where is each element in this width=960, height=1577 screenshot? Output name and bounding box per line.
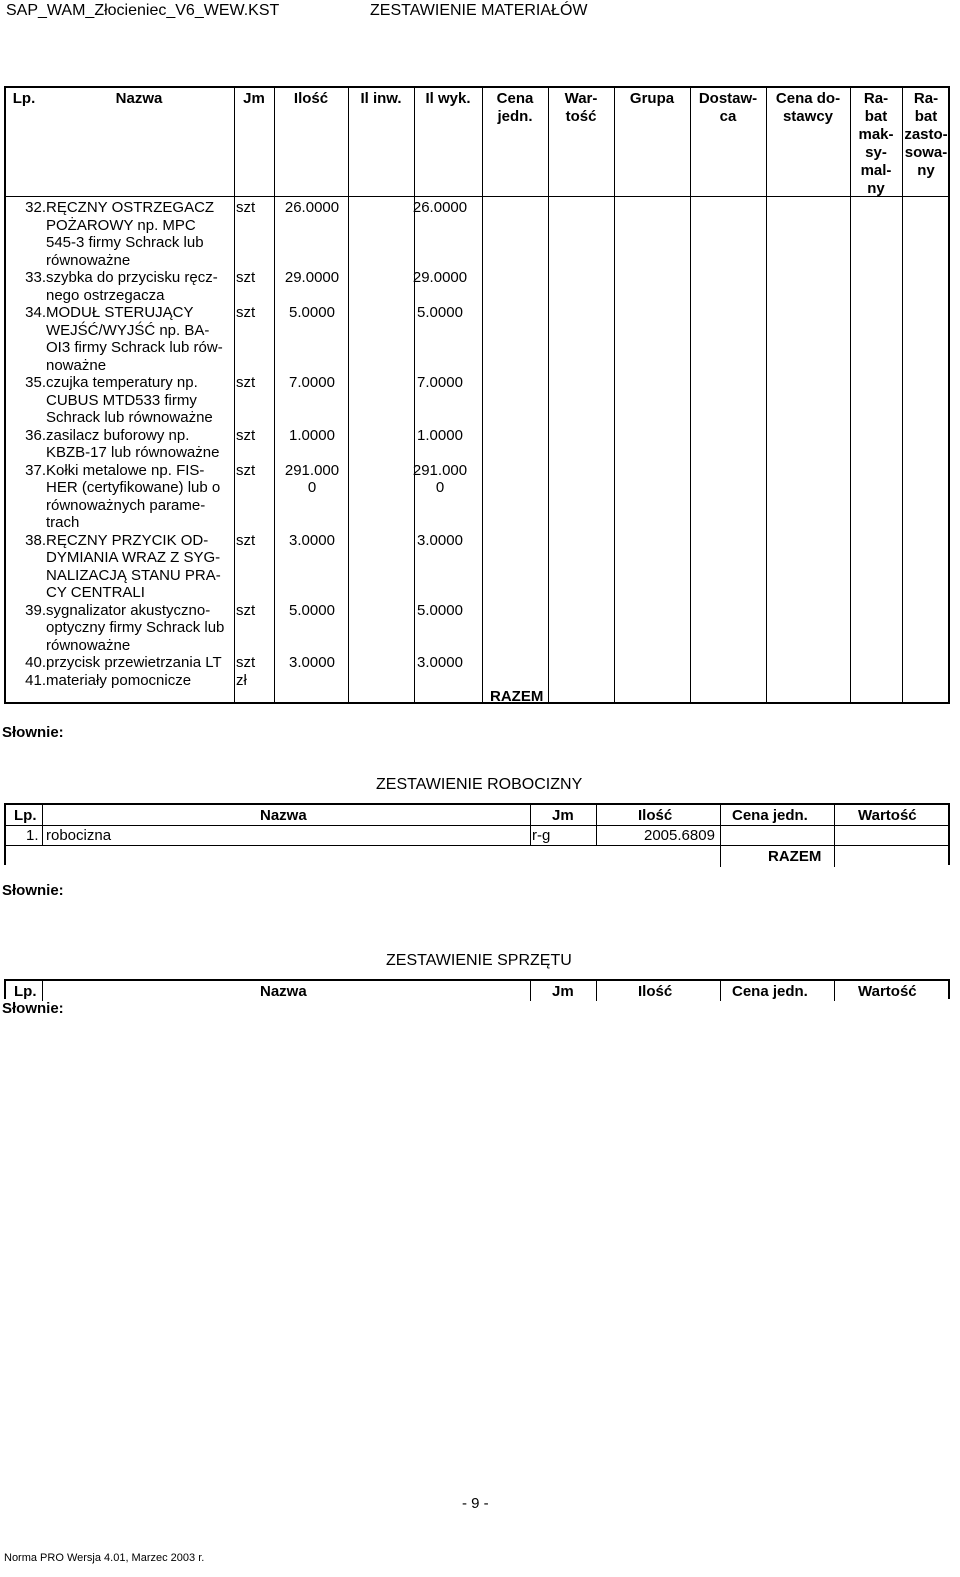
row-lp: 34.: [25, 304, 46, 321]
row-il-wyk: 291.000: [412, 461, 468, 479]
row-jm: szt: [236, 531, 256, 549]
labor-table: [4, 803, 950, 865]
row-name-line: RĘCZNY PRZYCIK OD-: [46, 531, 209, 549]
row-ilosc: 5.0000: [289, 601, 335, 619]
row-name-line: Schrack lub równoważne: [46, 409, 213, 426]
row-name-line: szybka do przycisku ręcz-: [46, 269, 218, 286]
col-dostawca: Dostaw- ca: [698, 90, 758, 125]
row-il-wyk: 26.0000: [412, 199, 468, 216]
slownie-equipment: Słownie:: [2, 1000, 64, 1017]
row-ilosc: 1.0000: [289, 426, 335, 444]
labor-col-wartosc: Wartość: [858, 807, 917, 824]
labor-razem: RAZEM: [768, 848, 822, 865]
row-name-line: Kołki metalowe np. FIS-: [46, 461, 205, 479]
row-name-line: równoważnych parame-: [46, 496, 206, 514]
row-name-line: sygnalizator akustyczno-: [46, 601, 211, 619]
row-ilosc: 26.0000: [284, 199, 340, 216]
software-version: Norma PRO Wersja 4.01, Marzec 2003 r.: [4, 1552, 205, 1564]
row-name-line: noważne: [46, 356, 107, 374]
labor-title: ZESTAWIENIE ROBOCIZNY: [376, 776, 583, 793]
slownie-materials: Słownie:: [2, 724, 64, 741]
row-ilosc: 0: [307, 479, 317, 496]
equipment-col-ilosc: Ilość: [638, 983, 673, 1000]
row-lp: 41.: [25, 671, 46, 689]
row-ilosc: 3.0000: [289, 654, 335, 671]
equipment-col-jm: Jm: [552, 983, 574, 1000]
row-name-line: CUBUS MTD533 firmy: [46, 391, 197, 409]
row-jm: zł: [236, 671, 247, 689]
row-jm: szt: [236, 654, 256, 671]
labor-col-cena: Cena jedn.: [732, 807, 808, 824]
row-ilosc: 291.000: [284, 461, 340, 479]
row-name-line: RĘCZNY OSTRZEGACZ: [46, 199, 215, 216]
page-number: - 9 -: [462, 1495, 489, 1512]
equipment-col-wartosc: Wartość: [858, 983, 917, 1000]
row-jm: szt: [236, 601, 256, 619]
equipment-table: [4, 979, 950, 999]
row-ilosc: 5.0000: [289, 304, 335, 321]
col-il-wyk: Il wyk.: [425, 90, 471, 107]
row-lp: 35.: [25, 374, 46, 391]
col-lp: Lp.: [12, 90, 36, 107]
row-name-line: WEJŚĆ/WYJŚĆ np. BA-: [46, 321, 210, 339]
col-grupa: Grupa: [629, 90, 675, 107]
row-name-line: równoważne: [46, 636, 131, 654]
row-il-wyk: 0: [435, 479, 445, 496]
row-name-line: 545-3 firmy Schrack lub: [46, 234, 204, 251]
row-lp: 33.: [25, 269, 46, 286]
row-name-line: DYMIANIA WRAZ Z SYG-: [46, 549, 221, 566]
row-jm: szt: [236, 461, 256, 479]
row-name-line: czujka temperatury np.: [46, 374, 198, 391]
col-jm: Jm: [243, 90, 265, 107]
row-name-line: materiały pomocnicze: [46, 671, 192, 689]
labor-col-ilosc: Ilość: [638, 807, 673, 824]
row-name-line: NALIZACJĄ STANU PRA-: [46, 566, 221, 584]
row-il-wyk: 29.0000: [412, 269, 468, 286]
materials-razem: RAZEM: [490, 688, 544, 705]
row-jm: szt: [236, 374, 256, 391]
row-name-line: KBZB-17 lub równoważne: [46, 444, 220, 461]
slownie-labor: Słownie:: [2, 882, 64, 899]
labor-row-lp: 1.: [26, 827, 39, 844]
col-rabat-zastosowany: Ra- bat zasto- sowa- ny: [904, 90, 948, 179]
col-ilosc: Ilość: [293, 90, 329, 107]
col-nazwa: Nazwa: [115, 90, 163, 107]
equipment-title: ZESTAWIENIE SPRZĘTU: [386, 952, 572, 969]
row-ilosc: 7.0000: [289, 374, 335, 391]
row-jm: szt: [236, 269, 256, 286]
row-lp: 39.: [25, 601, 46, 619]
row-jm: szt: [236, 304, 256, 321]
col-cena-dostawcy: Cena do- stawcy: [775, 90, 841, 125]
row-il-wyk: 7.0000: [417, 374, 463, 391]
row-il-wyk: 3.0000: [417, 531, 463, 549]
equipment-col-cena: Cena jedn.: [732, 983, 808, 1000]
row-name-line: CY CENTRALI: [46, 584, 145, 601]
col-rabat-maksymalny: Ra- bat mak- sy- mal- ny: [858, 90, 894, 197]
labor-col-lp: Lp.: [14, 807, 37, 824]
row-il-wyk: 5.0000: [417, 601, 463, 619]
page-title: ZESTAWIENIE MATERIAŁÓW: [370, 2, 588, 19]
row-il-wyk: 3.0000: [417, 654, 463, 671]
labor-col-nazwa: Nazwa: [260, 807, 307, 824]
row-name-line: trach: [46, 514, 80, 531]
row-name-line: POŻAROWY np. MPC: [46, 216, 196, 234]
equipment-col-lp: Lp.: [14, 983, 37, 1000]
col-cena-jedn: Cena jedn.: [496, 90, 534, 125]
labor-row-name: robocizna: [46, 827, 112, 844]
row-lp: 36.: [25, 426, 46, 444]
row-lp: 32.: [25, 199, 46, 216]
row-lp: 40.: [25, 654, 46, 671]
row-name-line: nego ostrzegacza: [46, 286, 165, 304]
col-il-inw: Il inw.: [360, 90, 402, 107]
row-jm: szt: [236, 199, 256, 216]
materials-table: [4, 86, 950, 704]
labor-row-jm: r-g: [532, 827, 551, 844]
row-name-line: OI3 firmy Schrack lub rów-: [46, 339, 223, 356]
row-name-line: równoważne: [46, 251, 131, 269]
row-name-line: HER (certyfikowane) lub o: [46, 479, 221, 496]
row-ilosc: 29.0000: [284, 269, 340, 286]
row-lp: 37.: [25, 461, 46, 479]
file-name: SAP_WAM_Złocieniec_V6_WEW.KST: [6, 2, 280, 19]
row-name-line: optyczny firmy Schrack lub: [46, 619, 225, 636]
row-il-wyk: 5.0000: [417, 304, 463, 321]
row-name-line: zasilacz buforowy np.: [46, 426, 190, 444]
row-lp: 38.: [25, 531, 46, 549]
labor-col-jm: Jm: [552, 807, 574, 824]
row-ilosc: 3.0000: [289, 531, 335, 549]
row-name-line: przycisk przewietrzania LT: [46, 654, 222, 671]
row-jm: szt: [236, 426, 256, 444]
equipment-col-nazwa: Nazwa: [260, 983, 307, 1000]
labor-row-ilosc: 2005.6809: [644, 827, 715, 844]
row-il-wyk: 1.0000: [417, 426, 463, 444]
col-wartosc: War- tość: [564, 90, 598, 125]
row-name-line: MODUŁ STERUJĄCY: [46, 304, 194, 321]
